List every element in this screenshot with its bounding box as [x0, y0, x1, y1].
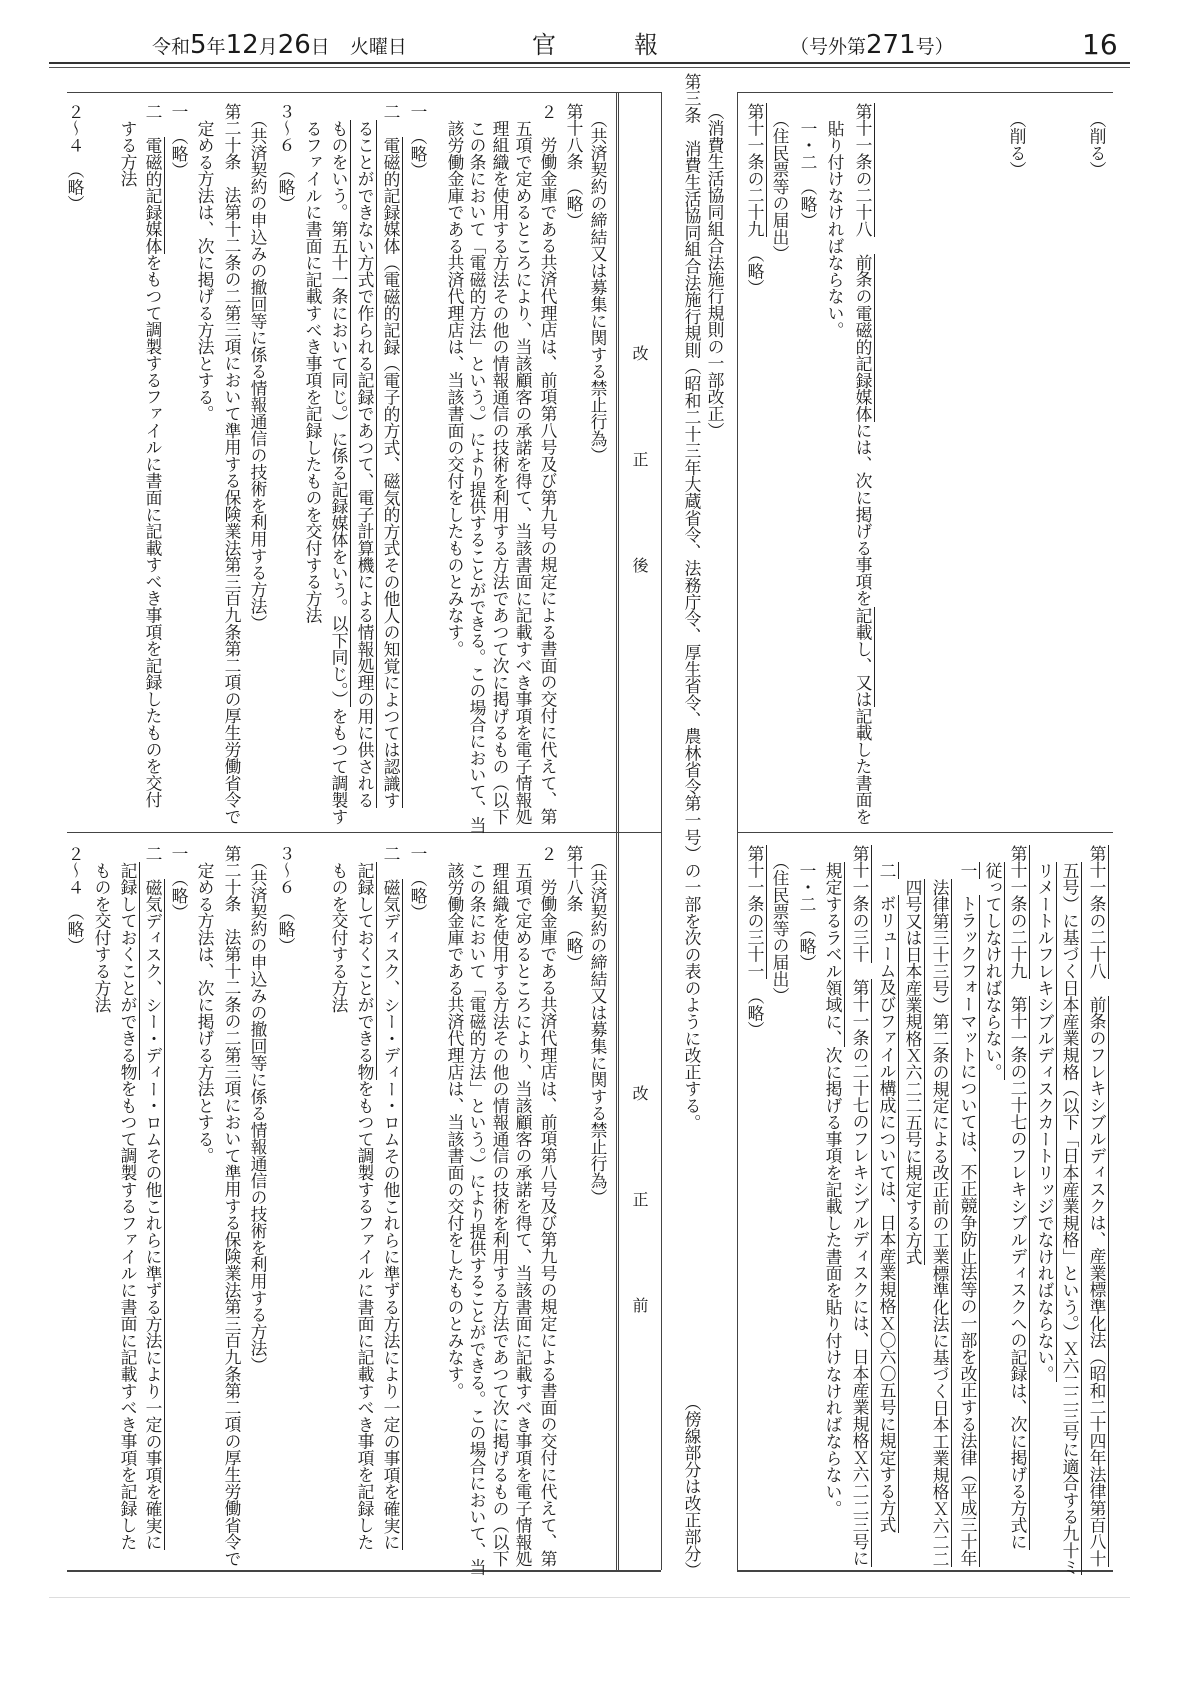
amended-text: 第十一条の三十	[850, 845, 870, 963]
amended-text: 第十一条の二十九	[1008, 845, 1028, 980]
amended-text: 法律第三十三号）第二条の規定による改正前の工業標準化法に基づく日本工業規格Ｘ六二二	[930, 878, 950, 1567]
text-line: 二 電磁的記録媒体をもつて調製するファイルに書面に記載すべき事項を記録したものを交付	[143, 103, 163, 809]
text-line: 二 電磁的記録媒体（電磁的記録（電子的方式、磁気的方式その他人の知覚によつては認識す	[381, 103, 401, 809]
label-divider	[616, 92, 619, 1570]
day: 26	[277, 30, 311, 60]
text-line: 一 （略）	[408, 845, 428, 921]
era: 令和	[152, 36, 191, 58]
article-body: 第三条 消費生活協同組合法施行規則（昭和二十三年大蔵省令、法務庁令、厚生省令、農林省令第一号）の一部を次の表のように改正する。	[682, 73, 702, 1131]
text-line: ものを交付する方法	[329, 861, 349, 1013]
before-label: 改正前	[630, 1085, 649, 1403]
amended-text: 第十一条の三十一	[745, 845, 765, 980]
text-line: 理組織を使用する方法その他の情報通信の技術を利用する方法であつて次に掲げるもの（以下	[490, 119, 510, 825]
text-line	[982, 862, 1004, 1080]
text-line: 規定するラベル領域に、次に掲げる事項を記載した書面を貼り付けなければならない。	[823, 861, 843, 1517]
text-line: （共済契約の申込みの撤回等に係る情報通信の技術を利用する方法）	[248, 111, 268, 632]
table-top-border	[67, 92, 661, 93]
text-line: 定める方法は、次に掲げる方法とする。	[195, 119, 215, 423]
amended-text: 一	[958, 861, 978, 879]
amended-text: 第十一条の二十八	[853, 103, 873, 238]
amended-text: 第十一条の二十七のフレキシブルディスクには、日本産業規格Ｘ六二二三号に	[850, 979, 870, 1567]
text-line: 記録しておくことができる物をもつて調製するファイルに書面に記載すべき事項を記録した	[355, 861, 375, 1551]
text-line: 第十一条の二十九 （略）	[745, 103, 765, 297]
amended-text: 五号）に基づく日本産業規格（以下「日本産業規格」という。）Ｘ六二二三号に適合する九十ミ	[1060, 861, 1080, 1576]
gazette-title-1: 官	[532, 31, 556, 59]
text-line: 理組織を使用する方法その他の情報通信の技術を利用する方法であつて次に掲げるもの（以下	[490, 861, 510, 1567]
text-line: 一 （略）	[169, 845, 189, 921]
text-line: この条において「電磁的方法」という。）により提供することができる。この場合において、当	[467, 119, 487, 834]
text-line	[354, 120, 376, 808]
amended-text: 前条の	[853, 254, 873, 305]
issue-value: 271	[866, 30, 916, 60]
text-line: この条において「電磁的方法」という。）により提供することができる。この場合において、当	[467, 861, 487, 1576]
table-left-border	[737, 92, 738, 1570]
amended-text: 前条のフレキシブルディスクは、産業標準化法（昭和二十四年法律第百八十	[1087, 996, 1107, 1567]
text-line: ものをいう。第五十一条において同じ。）に係る記録媒体をいう。以下同じ。）をもつて調製す	[329, 119, 349, 825]
text-line: （共済契約の申込みの撤回等に係る情報通信の技術を利用する方法）	[248, 853, 268, 1374]
text-line: （共済契約の締結又は募集に関する禁止行為）	[588, 111, 608, 464]
amended-text: ボリューム及びファイル構成については、日本産業規格Ｘ〇六〇五号に規定する方式	[877, 895, 897, 1534]
text-line: （住民票等の届出）	[770, 853, 790, 1005]
text-line	[929, 879, 951, 1567]
amended-text: ものをいう。第五十一条において同じ。）に係る記録媒体をいう。以下同じ。）	[329, 119, 349, 708]
text-line: 二 磁気ディスク、シー・ディー・ロムその他これらに準ずる方法により一定の事項を確実に	[143, 845, 163, 1551]
text-line: 一 （略）	[408, 103, 428, 179]
text-line: 第二十条 法第十二条の二第三項において準用する保険業法第三百九条第二項の厚生労働省令で	[222, 103, 242, 825]
amended-text: 記載し、又は	[853, 606, 873, 708]
amended-text: リメートルフレキシブルディスクカートリッジでなければならない。	[1035, 861, 1055, 1383]
amended-text: 四号又は日本産業規格Ｘ六二二五号に規定する方式	[903, 878, 923, 1265]
after-label: 改正後	[630, 345, 649, 663]
text-line	[849, 845, 871, 1567]
text-line	[1007, 845, 1029, 1550]
table-divider	[737, 832, 1113, 833]
header-rule	[49, 62, 1130, 68]
issue-suffix: 号）	[915, 36, 954, 58]
text-line	[902, 879, 924, 1265]
text-line: （削る）	[1087, 111, 1107, 179]
text-line: （住民票等の届出）	[770, 111, 790, 263]
text-line	[1086, 845, 1108, 1567]
article-text	[681, 73, 703, 1131]
text-line	[1034, 862, 1056, 1383]
text-line: 二 磁気ディスク、シー・ディー・ロムその他これらに準ずる方法により一定の事項を確実に	[381, 845, 401, 1551]
text-line: 貼り付けなければならない。	[825, 119, 845, 339]
amended-text: 電磁的記録媒体	[143, 136, 163, 255]
text-line: ２ 労働金庫である共済代理店は、前項第八号及び第九号の規定による書面の交付に代えて、第	[538, 103, 558, 825]
text-line: 一 （略）	[169, 103, 189, 179]
gazette-title-2: 報	[634, 31, 658, 59]
text-line: 一・二 （略）	[797, 861, 817, 971]
amended-text: 第十一条の二十八	[1087, 845, 1107, 980]
amended-text: 記録しておくことができる物	[355, 861, 375, 1081]
text-line	[876, 862, 898, 1534]
text-line: （削る）	[1007, 111, 1027, 179]
text-line: 記録しておくことができる物をもつて調製するファイルに書面に記載すべき事項を記録した	[118, 861, 138, 1551]
year-unit: 年	[206, 36, 226, 58]
text-line: 第十一条の二十八 前条の電磁的記録媒体には、次に掲げる事項を記載し、又は記載した書面を	[853, 103, 873, 826]
table-divider	[67, 832, 661, 833]
table-right-border	[661, 92, 662, 1570]
text-line: 第二十条 法第十二条の二第三項において準用する保険業法第三百九条第二項の厚生労働省令で	[222, 845, 242, 1567]
text-line: 定める方法は、次に掲げる方法とする。	[195, 861, 215, 1165]
table-bottom-border	[737, 1570, 1113, 1572]
footer-rule	[49, 1597, 1130, 1598]
amended-text: 磁気ディスク、シー・ディー・ロムその他これらに準ずる方法により一定の事項を確実に	[143, 878, 163, 1551]
amended-text: 二	[877, 861, 897, 879]
text-line: 第十八条 （略）	[564, 845, 584, 971]
text-line: 該労働金庫である共済代理店は、当該書面の交付をしたものとみなす。	[445, 119, 465, 658]
amended-text: ることができない方式で作られる記録であつて、電子計算機による情報処理の用に供される	[355, 119, 375, 809]
text-line: （共済契約の締結又は募集に関する禁止行為）	[588, 853, 608, 1206]
month: 12	[225, 30, 259, 60]
text-line: ２ 労働金庫である共済代理店は、前項第八号及び第九号の規定による書面の交付に代えて、第	[538, 845, 558, 1567]
day-unit: 日	[310, 36, 330, 58]
issue-number	[790, 28, 954, 62]
text-line: 第十八条 （略）	[564, 103, 584, 229]
amended-text: 磁気ディスク、シー・ディー・ロムその他これらに準ずる方法により一定の事項を確実に	[381, 878, 401, 1551]
page-number: 16	[1082, 28, 1118, 61]
amended-text: 従ってしなければならない。	[983, 861, 1003, 1081]
month-unit: 月	[258, 36, 278, 58]
table-bottom-border	[67, 1570, 661, 1572]
amended-text: 電磁的記録媒体（電磁的記録（電子的方式、磁気的方式その他人の知覚によつては認識す	[381, 136, 401, 809]
text-line: ３～６ （略）	[276, 103, 296, 213]
text-line: 一・二 （略）	[798, 119, 818, 229]
text-line	[1059, 862, 1081, 1576]
weekday: 火曜日	[349, 36, 407, 58]
text-line: 第十一条の三十一 （略）	[745, 845, 765, 1039]
text-line: 五項で定めるところにより、当該顧客の承諾を得て、当該書面に記載すべき事項を電子情報処	[513, 861, 533, 1567]
text-line: ものを交付する方法	[92, 861, 112, 1013]
text-line: 該労働金庫である共済代理店は、当該書面の交付をしたものとみなす。	[445, 861, 465, 1400]
amended-text: トラックフォーマットについては、不正競争防止法等の一部を改正する法律（平成三十年	[958, 895, 978, 1567]
amended-text: 電磁的記録媒体	[853, 304, 873, 423]
text-line: ２～４ （略）	[65, 103, 85, 213]
text-line: ３～６ （略）	[276, 845, 296, 955]
amended-text: 規定するラベル領域に、	[823, 861, 843, 1047]
amendment-note: （傍線部分は改正部分）	[682, 1394, 702, 1579]
amended-text: 記録しておくことができる物	[118, 861, 138, 1081]
year: 5	[190, 30, 207, 60]
text-line: ２～４ （略）	[65, 845, 85, 955]
amended-text: 第十一条の二十九	[745, 103, 765, 238]
table-top-border	[737, 92, 1113, 93]
text-line: 五項で定めるところにより、当該顧客の承諾を得て、当該書面に記載すべき事項を電子情報処	[513, 119, 533, 825]
text-line: する方法	[118, 119, 138, 187]
issue-prefix: （号外第	[790, 36, 867, 58]
amended-text: 第十一条の二十七のフレキシブルディスクへの記録は、次に掲げる方式に	[1008, 996, 1028, 1551]
article-heading: （消費生活協同組合法施行規則の一部改正）	[705, 103, 725, 439]
header-date	[152, 28, 407, 62]
text-line: るファイルに書面に記載すべき事項を記録したものを交付する方法	[303, 119, 323, 624]
text-line	[957, 862, 979, 1567]
